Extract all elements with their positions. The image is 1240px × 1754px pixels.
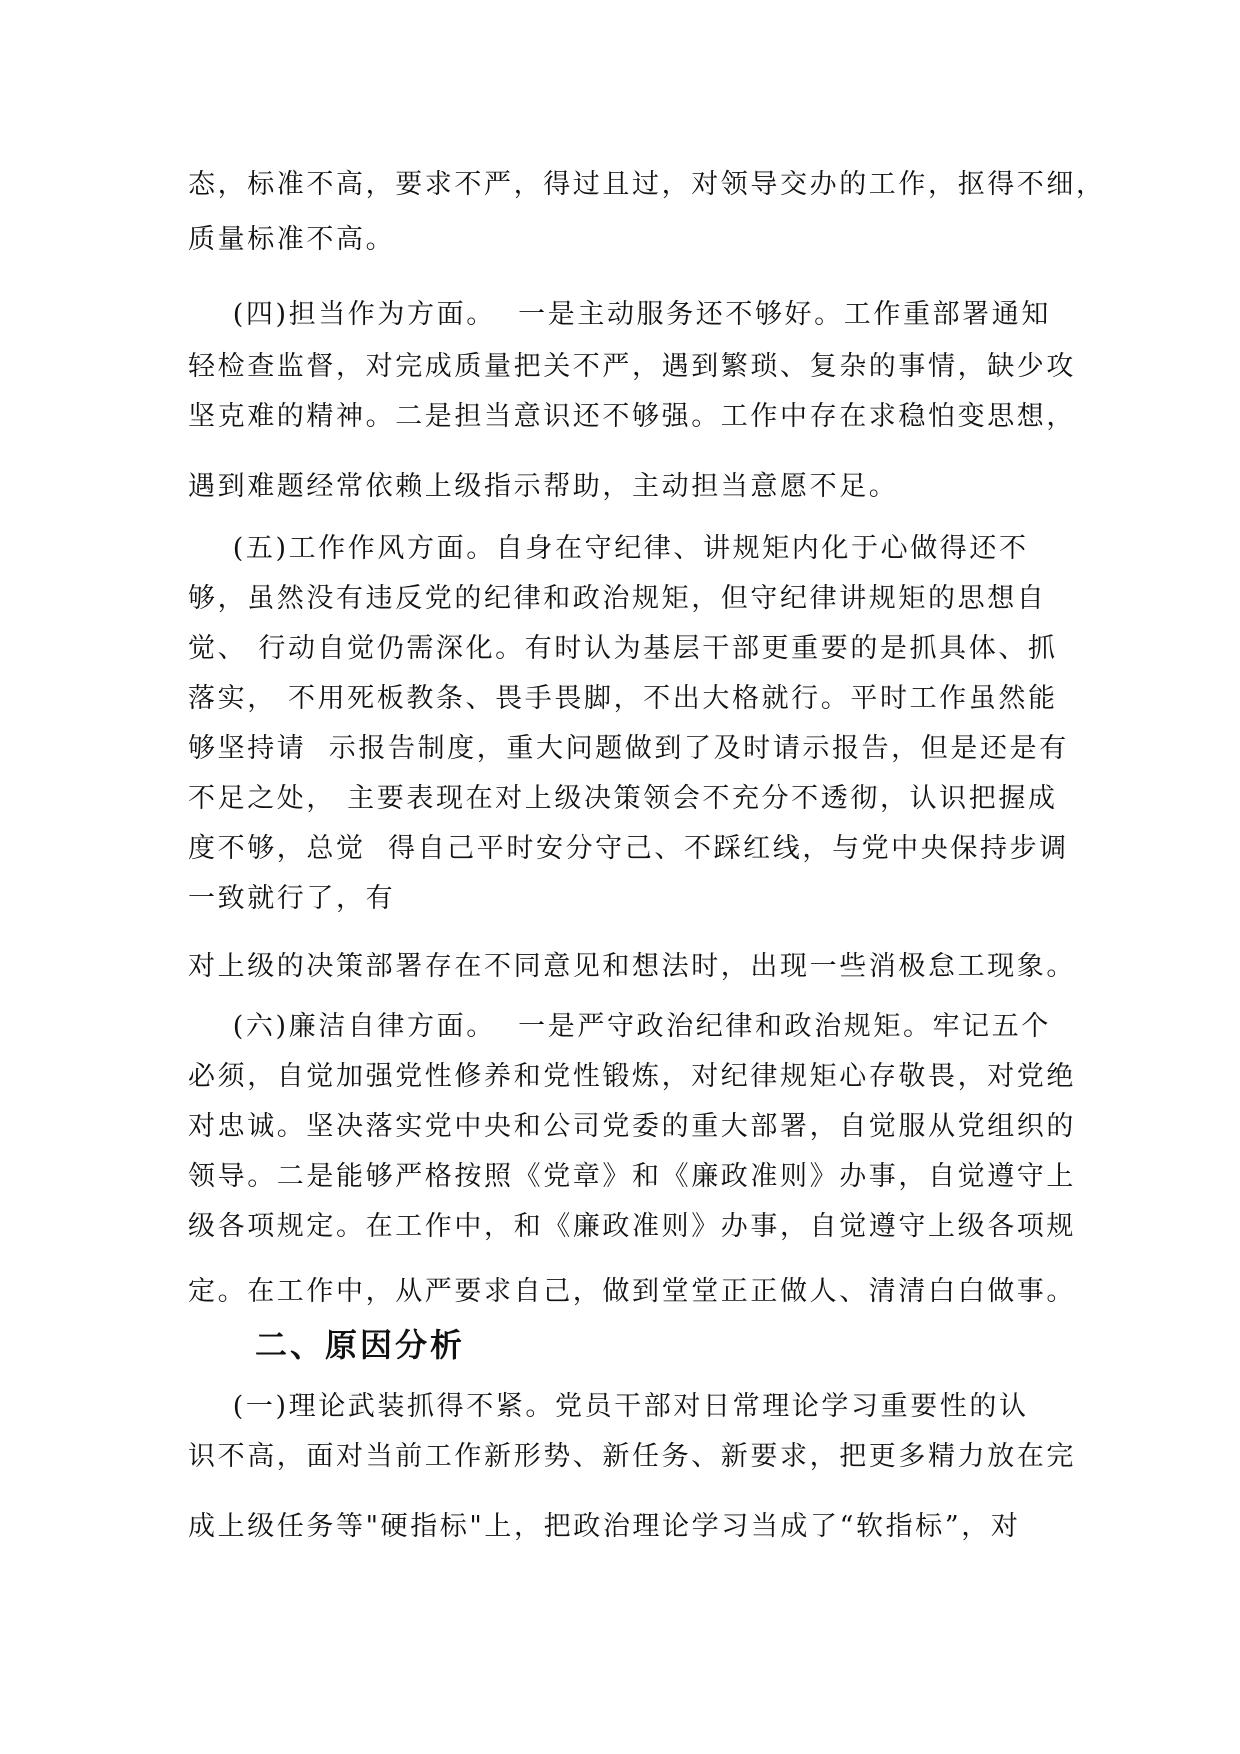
text-line: 够坚持请 示报告制度，重大问题做到了及时请示报告，但是还是有 <box>188 733 1069 764</box>
text-line: 成上级任务等"硬指标"上，把政治理论学习当成了“软指标”，对 <box>188 1511 1021 1542</box>
text-line: 对上级的决策部署存在不同意见和想法时，出现一些消极怠工现象。 <box>188 951 1076 982</box>
text-line: 识不高，面对当前工作新形势、新任务、新要求，把更多精力放在完 <box>188 1441 1076 1472</box>
section-heading: 二、原因分析 <box>255 1326 466 1364</box>
text-line: (五)工作作风方面。自身在守纪律、讲规矩内化于心做得还不 <box>188 533 1029 564</box>
text-line: (一)理论武装抓得不紧。党员干部对日常理论学习重要性的认 <box>188 1391 1029 1422</box>
text-line: 坚克难的精神。二是担当意识还不够强。工作中存在求稳怕变思想， <box>188 401 1076 432</box>
text-line: 遇到难题经常依赖上级指示帮助，主动担当意愿不足。 <box>188 471 899 502</box>
text-line: 定。在工作中，从严要求自己，做到堂堂正正做人、清清白白做事。 <box>188 1276 1076 1307</box>
text-line: 一致就行了，有 <box>188 883 396 914</box>
text-line: 度不够，总觉 得自己平时安分守己、不踩红线，与党中央保持步调 <box>188 833 1069 864</box>
text-line: 够，虽然没有违反党的纪律和政治规矩，但守纪律讲规矩的思想自 <box>188 583 1047 614</box>
text-line: 必须，自觉加强党性修养和党性锻炼，对纪律规矩心存敬畏，对党绝 <box>188 1061 1076 1092</box>
text-line: 觉、 行动自觉仍需深化。有时认为基层干部更重要的是抓具体、抓 <box>188 633 1058 664</box>
text-line: (四)担当作为方面。 一是主动服务还不够好。工作重部署通知 <box>188 299 1051 330</box>
text-line: 态，标准不高，要求不严，得过且过，对领导交办的工作，抠得不细， <box>188 169 1106 200</box>
text-line: 轻检查监督，对完成质量把关不严，遇到繁琐、复杂的事情，缺少攻 <box>188 351 1076 382</box>
text-line: 对忠诚。坚决落实党中央和公司党委的重大部署，自觉服从党组织的 <box>188 1111 1076 1142</box>
text-line: (六)廉洁自律方面。 一是严守政治纪律和政治规矩。牢记五个 <box>188 1011 1051 1042</box>
text-line: 落实， 不用死板教条、畏手畏脚，不出大格就行。平时工作虽然能 <box>188 683 1058 714</box>
text-line: 领导。二是能够严格按照《党章》和《廉政准则》办事，自觉遵守上 <box>188 1161 1076 1192</box>
text-line: 质量标准不高。 <box>188 224 396 255</box>
text-line: 级各项规定。在工作中，和《廉政准则》办事，自觉遵守上级各项规 <box>188 1211 1076 1242</box>
text-line: 不足之处， 主要表现在对上级决策领会不充分不透彻，认识把握成 <box>188 783 1058 814</box>
